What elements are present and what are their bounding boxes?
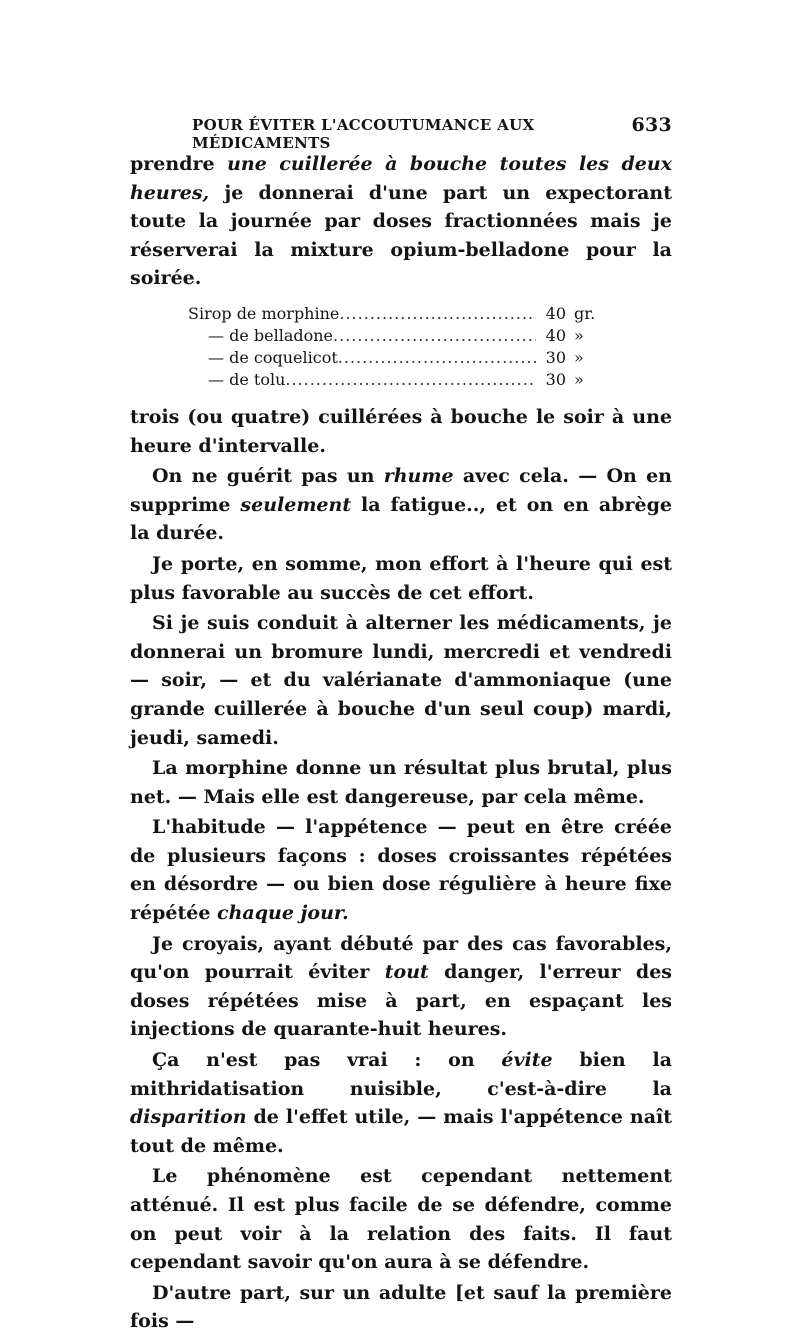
para3-italic-b: seulement: [240, 493, 352, 516]
paragraph-2: trois (ou quatre) cuillérées à bouche le soir à une heure d'intervalle.: [130, 405, 672, 457]
prescription-row: [188, 347, 608, 369]
ingredient-unit: »: [574, 369, 584, 389]
para9-text-a: Ça n'est pas vrai : on: [152, 1049, 502, 1072]
prescription-list: [188, 303, 608, 391]
running-title: POUR ÉVITER L'ACCOUTUMANCE AUX MÉDICAMENTS: [192, 116, 535, 152]
prescription-row: [188, 325, 608, 347]
paragraph-1: [130, 150, 672, 293]
ingredient-unit: »: [574, 347, 584, 367]
page-body: [130, 150, 672, 1336]
paragraph-4: Je porte, en somme, mon effort à l'heure qui est plus favorable au succès de cet effort.: [130, 552, 672, 604]
ingredient-name: — de tolu: [208, 369, 286, 389]
paragraph-11: D'autre part, sur un adulte [et sauf la première fois —: [130, 1281, 672, 1333]
leader-dots: [338, 347, 536, 369]
prescription-row: [188, 303, 608, 325]
para3-text-b: avec cela. — On en supprime: [130, 465, 672, 516]
page-number: 633: [631, 114, 672, 136]
paragraph-9: [130, 1046, 672, 1160]
leader-dots: [339, 303, 536, 325]
ingredient-qty: 30: [545, 369, 566, 389]
para8-text-a: Je croyais, ayant débuté par des cas favorables, qu'on pourrait éviter: [130, 932, 672, 984]
paragraph-3: [130, 462, 672, 548]
leader-dots: [285, 369, 536, 391]
para9-text-b: bien la mithridatisation nuisible, c'est-à-dire la: [130, 1049, 673, 1100]
prescription-row: [188, 369, 608, 391]
page-header: [130, 114, 672, 152]
paragraph-10: Le phénomène est cependant nettement atténué. Il est plus facile de se défendre, comme on peut voir à la relation des faits. Il faut cependant savoir qu'on aura à se défendre.: [130, 1165, 672, 1274]
ingredient-name: Sirop de morphine: [188, 303, 340, 323]
para3-text-a: On ne guérit pas un: [152, 465, 384, 488]
ingredient-qty: 40: [545, 303, 566, 323]
para8-text-b: danger, l'erreur des doses répétées mise à part, en espaçant les injections de quarante-huit heures.: [130, 961, 672, 1041]
para8-italic: tout: [384, 961, 429, 984]
para9-text-c: de l'effet utile, — mais l'appétence naît tout de même.: [130, 1106, 672, 1157]
ingredient-qty: 30: [545, 347, 566, 367]
para9-italic-b: disparition: [130, 1106, 247, 1129]
para1-text-b: je donnerai d'une part un expectorant toute la journée par doses fractionnées mais je réserverai la mixture opium-belladone pour la soirée.: [130, 181, 672, 290]
paragraph-5: Si je suis conduit à alterner les médicaments, je donnerai un bromure lundi, mercredi et vendredi — soir, — et du valérianate d'ammoniaque (une grande cuillerée à bouche d'un seul coup) mardi, jeudi, samedi.: [130, 612, 672, 749]
ingredient-name: — de coquelicot: [208, 347, 338, 367]
para1-italic: une cuillerée à bouche toutes les deux heures,: [130, 153, 672, 204]
ingredient-unit: gr.: [574, 303, 596, 323]
ingredient-name: — de belladone: [208, 325, 334, 345]
paragraph-8: [130, 930, 672, 1044]
para7-italic: chaque jour.: [217, 902, 349, 925]
para3-text-c: la fatigue.., et on en abrège la durée.: [130, 493, 672, 545]
paragraph-7: [130, 813, 672, 927]
para3-italic-a: rhume: [383, 465, 454, 488]
para7-text-a: L'habitude — l'appétence — peut en être créée de plusieurs façons : doses croissantes répétées en désordre — ou bien dose régulière à heure fixe répétée: [130, 816, 672, 925]
leader-dots: [333, 325, 536, 347]
para9-italic-a: évite: [501, 1049, 553, 1072]
para1-text-a: prendre: [130, 153, 228, 175]
ingredient-unit: »: [574, 325, 584, 345]
paragraph-6: La morphine donne un résultat plus brutal, plus net. — Mais elle est dangereuse, par cela même.: [130, 757, 672, 808]
ingredient-qty: 40: [545, 325, 566, 345]
